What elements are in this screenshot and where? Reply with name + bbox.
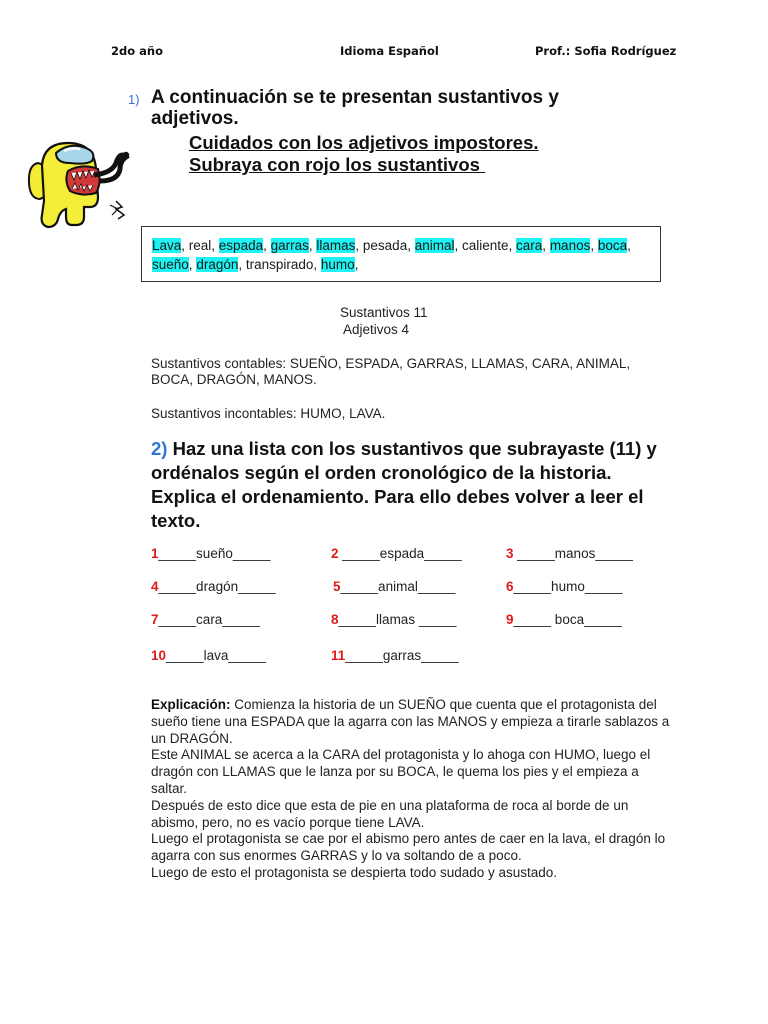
- question-2-text: Haz una lista con los sustantivos que subrayaste (11) y ordénalos según el orden cronológico de la historia. Explica el ordenamiento. Para ello debes volver a leer el texto.: [151, 438, 657, 531]
- highlighted-noun: espada: [218, 238, 264, 253]
- word-separator: ,: [354, 257, 359, 272]
- word-separator: ,: [308, 238, 317, 253]
- count-adjetivos: Adjetivos 4: [343, 322, 410, 337]
- highlighted-noun: cara: [516, 238, 543, 253]
- header-grade: 2do año: [111, 44, 163, 58]
- question-1-number: 1): [128, 92, 140, 107]
- impostor-character-illustration: [22, 135, 132, 235]
- answer-item: 4_____dragón_____: [151, 579, 276, 594]
- answer-item: 6_____humo_____: [506, 579, 623, 594]
- sustantivos-incontables: Sustantivos incontables: HUMO, LAVA.: [151, 406, 386, 421]
- header-subject: Idioma Español: [340, 44, 439, 58]
- explanation-label: Explicación:: [151, 697, 231, 712]
- word-separator: ,: [542, 238, 550, 253]
- sustantivos-contables: Sustantivos contables: SUEÑO, ESPADA, GARRAS, LLAMAS, CARA, ANIMAL, BOCA, DRAGÓN, MANOS.: [151, 356, 631, 387]
- highlighted-noun: sueño: [152, 257, 189, 272]
- highlighted-noun: manos: [549, 238, 591, 253]
- explanation-paragraph: Este ANIMAL se acerca a la CARA del protagonista y lo ahoga con HUMO, luego el dragón con LLAMAS que le lanza por su BOCA, le quema los pies y el empieza a saltar.: [151, 747, 651, 796]
- question-1-warning: Cuidados con los adjetivos impostores.: [189, 132, 539, 153]
- highlighted-noun: Lava: [152, 238, 182, 253]
- answer-item: 8_____llamas _____: [331, 612, 457, 627]
- word-separator: ,: [188, 257, 197, 272]
- explanation-paragraph: Después de esto dice que esta de pie en una plataforma de roca al borde de un abismo, pero, no es vacío porque tiene LAVA.: [151, 797, 629, 830]
- answer-item: 10_____lava_____: [151, 648, 266, 663]
- explanation-paragraph: Comienza la historia de un SUEÑO que cuenta que el protagonista del sueño tiene una ESPADA que la agarra con las MANOS y empieza a tirarle sablazos a un DRAGÓN.: [151, 697, 670, 746]
- highlighted-noun: boca: [597, 238, 628, 253]
- word-separator: , transpirado,: [238, 257, 321, 272]
- word-separator: ,: [263, 238, 271, 253]
- word-separator: , caliente,: [454, 238, 517, 253]
- count-sustantivos: Sustantivos 11: [340, 305, 428, 320]
- answer-item: 1_____sueño_____: [151, 546, 271, 561]
- explanation-paragraph: Luego de esto el protagonista se despierta todo sudado y asustado.: [151, 864, 558, 880]
- question-1-instruction: Subraya con rojo los sustantivos: [189, 154, 486, 175]
- explanation: [151, 697, 671, 882]
- word-list-box: [141, 226, 661, 282]
- word-separator: ,: [590, 238, 598, 253]
- highlighted-noun: animal: [414, 238, 455, 253]
- question-2-number: 2): [151, 438, 168, 459]
- word-separator: , real,: [181, 238, 219, 253]
- highlighted-noun: llamas: [316, 238, 356, 253]
- highlighted-noun: garras: [270, 238, 309, 253]
- answer-item: 5_____animal_____: [333, 579, 456, 594]
- word-separator: , pesada,: [355, 238, 415, 253]
- answer-item: 2 _____espada_____: [331, 546, 462, 561]
- header-teacher: Prof.: Sofia Rodríguez: [535, 44, 677, 58]
- explanation-paragraph: Luego el protagonista se cae por el abismo pero antes de caer en la lava, el dragón lo agarra con sus enormes GARRAS y lo va soltando de a poco.: [151, 831, 666, 864]
- question-1-title: A continuación se te presentan sustantivos y adjetivos.: [151, 87, 559, 129]
- answer-item: 9_____ boca_____: [506, 612, 622, 627]
- question-2: [151, 437, 671, 533]
- answer-item: 11_____garras_____: [331, 648, 459, 663]
- word-list: [152, 236, 658, 274]
- answer-item: 3 _____manos_____: [506, 546, 633, 561]
- word-separator: ,: [627, 238, 631, 253]
- highlighted-noun: dragón: [196, 257, 239, 272]
- answer-item: 7_____cara_____: [151, 612, 260, 627]
- highlighted-noun: humo: [320, 257, 355, 272]
